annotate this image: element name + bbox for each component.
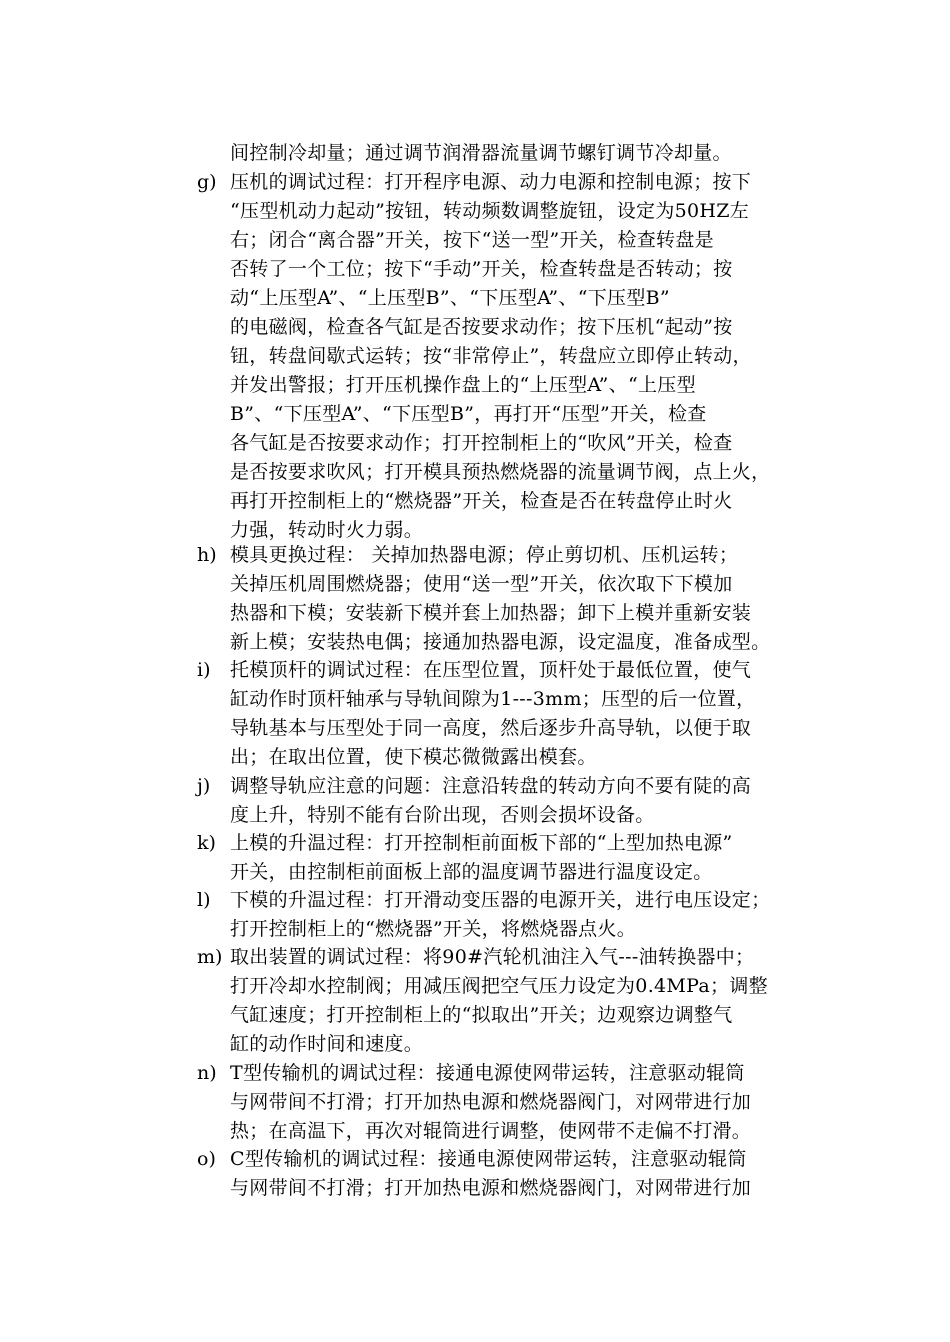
text-line: 打开控制柜上的“燃烧器”开关，将燃烧器点火。 <box>230 918 637 940</box>
text-line: “压型机动力起动”按钮，转动频数调整旋钮，设定为50HZ左 <box>230 200 750 222</box>
text-line: 与网带间不打滑；打开加热电源和燃烧器阀门，对网带进行加 <box>230 1177 752 1199</box>
text-line: 缸的动作时间和速度。 <box>230 1033 424 1055</box>
text-line: T型传输机的调试过程：接通电源使网带运转，注意驱动辊筒 <box>230 1062 745 1084</box>
text-line: 取出装置的调试过程：将90#汽轮机油注入气---油转换器中； <box>230 946 755 968</box>
text-line: 开关，由控制柜前面板上部的温度调节器进行温度设定。 <box>230 861 713 883</box>
text-line: 压机的调试过程：打开程序电源、动力电源和控制电源；按下 <box>230 171 752 193</box>
text-line: 出；在取出位置，使下模芯微微露出模套。 <box>230 746 597 768</box>
text-line: 与网带间不打滑；打开加热电源和燃烧器阀门，对网带进行加 <box>230 1091 752 1113</box>
text-line: 动“上压型A”、“上压型B”、“下压型A”、“下压型B” <box>230 287 670 309</box>
text-line: 并发出警报；打开压机操作盘上的“上压型A”、“上压型 <box>230 374 696 396</box>
list-marker: n) <box>197 1062 217 1084</box>
text-line: 度上升，特别不能有台阶出现，否则会损坏设备。 <box>230 804 655 826</box>
text-line: 模具更换过程： 关掉加热器电源；停止剪切机、压机运转； <box>230 544 739 566</box>
text-line: 右；闭合“离合器”开关，按下“送一型”开关，检查转盘是 <box>230 229 714 251</box>
text-line: 各气缸是否按要求动作；打开控制柜上的“吹风”开关，检查 <box>230 432 733 454</box>
text-line: 上模的升温过程：打开控制柜前面板下部的“上型加热电源” <box>230 832 733 854</box>
list-marker: i) <box>197 659 211 681</box>
text-line: 再打开控制柜上的“燃烧器”开关，检查是否在转盘停止时火 <box>230 490 733 512</box>
text-line: 打开冷却水控制阀；用减压阀把空气压力设定为0.4MPa；调整 <box>230 975 768 997</box>
text-line: 新上模；安装热电偶；接通加热器电源，设定温度，准备成型。 <box>230 631 771 653</box>
text-line: 关掉压机周围燃烧器；使用“送一型”开关，依次取下下模加 <box>230 573 733 595</box>
text-line: 托模顶杆的调试过程：在压型位置，顶杆处于最低位置，使气 <box>230 659 752 681</box>
text-line: 是否按要求吹风；打开模具预热燃烧器的流量调节阀，点上火， <box>230 461 771 483</box>
text-line: 缸动作时顶杆轴承与导轨间隙为1---3mm；压型的后一位置， <box>230 688 756 710</box>
text-line: 钮，转盘间歇式运转；按“非常停止”，转盘应立即停止转动， <box>230 345 752 367</box>
list-marker: g) <box>197 171 217 193</box>
text-line: 间控制冷却量；通过调节润滑器流量调节螺钉调节冷却量。 <box>230 142 732 164</box>
text-line: 的电磁阀，检查各气缸是否按要求动作；按下压机“起动”按 <box>230 316 733 338</box>
text-line: C型传输机的调试过程：接通电源使网带运转，注意驱动辊筒 <box>230 1148 747 1170</box>
list-marker: h) <box>197 544 217 566</box>
list-marker: k) <box>197 832 216 854</box>
text-line: 热器和下模；安装新下模并套上加热器；卸下上模并重新安装 <box>230 602 752 624</box>
text-line: 否转了一个工位；按下“手动”开关，检查转盘是否转动；按 <box>230 258 733 280</box>
list-marker: m) <box>197 946 223 968</box>
text-line: 下模的升温过程：打开滑动变压器的电源开关，进行电压设定； <box>230 889 771 911</box>
list-marker: j) <box>197 775 211 797</box>
list-marker: l) <box>197 889 211 911</box>
text-line: 调整导轨应注意的问题：注意沿转盘的转动方向不要有陡的高 <box>230 775 752 797</box>
list-marker: o) <box>197 1148 216 1170</box>
text-line: 热；在高温下，再次对辊筒进行调整，使网带不走偏不打滑。 <box>230 1120 752 1142</box>
text-line: 力强，转动时火力弱。 <box>230 519 424 541</box>
text-line: 气缸速度；打开控制柜上的“拟取出”开关；边观察边调整气 <box>230 1004 733 1026</box>
text-line: 导轨基本与压型处于同一高度，然后逐步升高导轨，以便于取 <box>230 717 752 739</box>
text-line: B”、“下压型A”、“下压型B”，再打开“压型”开关，检查 <box>230 403 707 425</box>
